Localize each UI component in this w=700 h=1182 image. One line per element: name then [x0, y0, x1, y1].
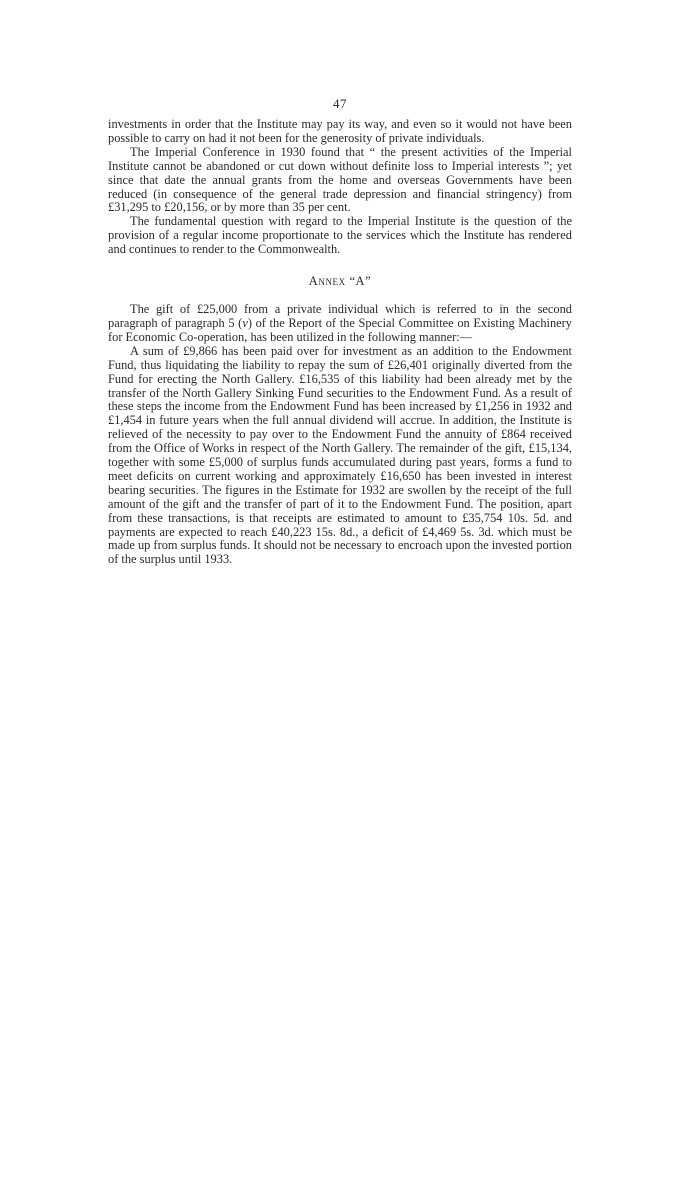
- paragraph-imperial-conference: The Imperial Conference in 1930 found that “ the present activities of the Imperial Institute cannot be abandoned or cut down without definite loss to Imperial interests ”; yet since that date the annual grants from the home and overseas Governments have been reduced (in consequence of the general trade depression and financial stringency) from £31,295 to £20,156, or by more than 35 per cent.: [108, 144, 572, 215]
- annex-gift-text-end: ) of the Report of the Special Committee on Existing Machinery for Economic Co-operation, has been utilized in the following manner:—: [108, 315, 572, 344]
- annex-gift-italic-ref: v: [242, 315, 248, 330]
- paragraph-continuation: investments in order that the Institute may pay its way, and even so it would not have been possible to carry on had it not been for the generosity of private individuals.: [108, 117, 572, 145]
- annex-gift-text-start: The gift of £25,000 from a private individual which is referred to in the second paragraph of paragraph 5 (: [108, 302, 572, 330]
- paragraph-annex-sum: A sum of £9,866 has been paid over for investment as an addition to the Endowment Fund, thus liquidating the liability to repay the sum of £26,401 originally diverted from the Fund for erecting the North Gallery. £16,535 of this liability had been already met by the transfer of the North Gallery Sinking Fund securities to the Endowment Fund. As a result of these steps the income from the Endowment Fund has been increased by £1,256 in 1932 and £1,454 in future years when the full annual dividend will accrue. In addition, the Institute is relieved of the necessity to pay over to the Endowment Fund the annuity of £864 received from the Office of Works in respect of the North Gallery. The remainder of the gift, £15,134, together with some £5,000 of surplus funds accumulated during past years, forms a fund to meet deficits on current working and approximately £16,650 has been invested in interest bearing securities. The figures in the Estimate for 1932 are swollen by the receipt of the full amount of the gift and the transfer of part of it to the Endowment Fund. The position, apart from these transactions, is that receipts are estimated to amount to £35,754 10s. 5d. and payments are expected to reach £40,223 15s. 8d., a deficit of £4,469 5s. 3d. which must be made up from surplus funds. It should not be necessary to encroach upon the invested portion of the surplus until 1933.: [108, 343, 572, 567]
- annex-heading: Annex “A”: [308, 274, 372, 289]
- paragraph-fundamental-question: The fundamental question with regard to the Imperial Institute is the question of the provision of a regular income proportionate to the services which the Institute has rendered and continues to render to the Commonwealth.: [108, 214, 572, 257]
- document-page: [108, 96, 572, 567]
- paragraph-annex-gift: [108, 303, 572, 345]
- page-number: 47: [333, 96, 347, 111]
